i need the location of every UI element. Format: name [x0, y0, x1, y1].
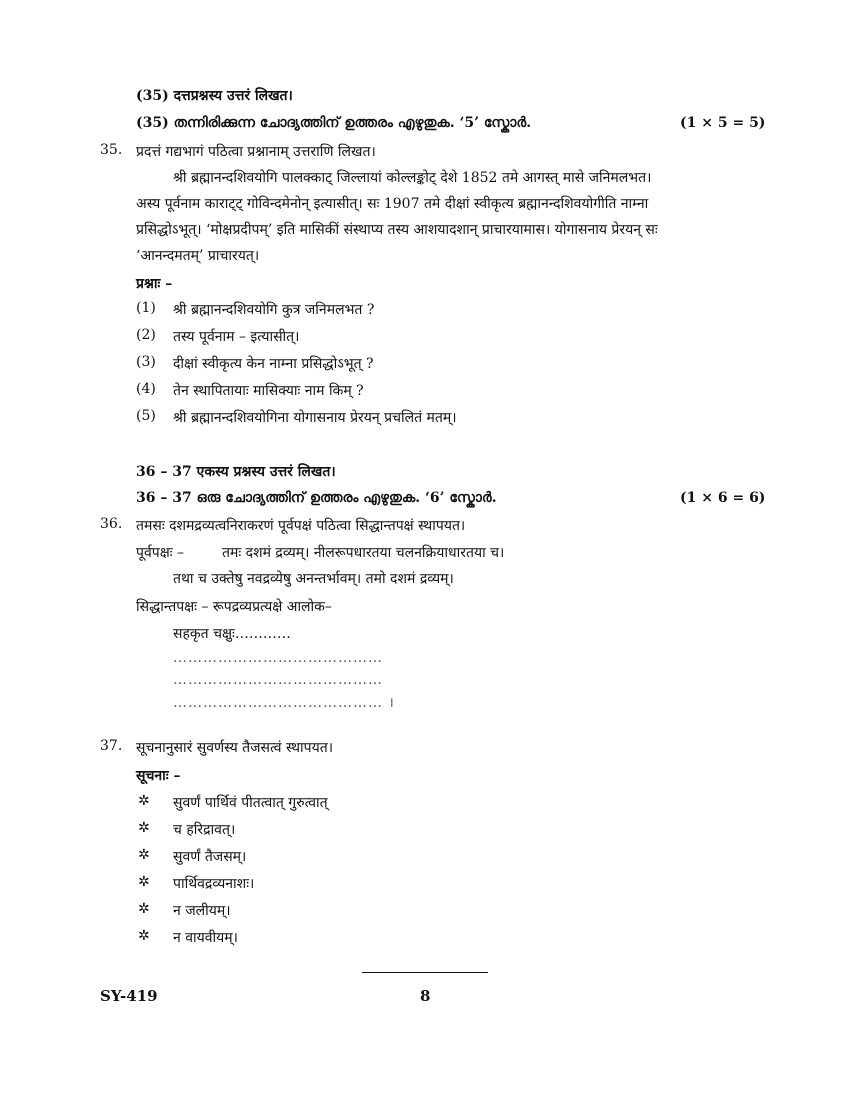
- q36-answer-blank: …………………………………… ।: [173, 695, 395, 711]
- q36-siddhanta-label: सिद्धान्तपक्षः – रूपद्रव्यप्रत्यक्षे आलोक–: [136, 599, 332, 615]
- q35-subquestion-number: (4): [136, 381, 156, 397]
- q37-hint: सुवर्णं पार्थिवं पीतत्वात् गुरुत्वात्: [173, 795, 328, 811]
- q35-passage-line: अस्य पूर्वनाम काराट्ट् गोविन्दमेनोन् इत्यासीत्। सः 1907 तमे दीक्षां स्वीकृत्य ब्रह्मानन्दशिवयोगीति नाम्ना: [136, 196, 649, 212]
- section3637-marks: (1 × 6 = 6): [680, 490, 766, 506]
- q35-subquestion-number: (5): [136, 408, 156, 424]
- q37-hint: न जलीयम्।: [173, 903, 231, 919]
- q35-passage-line: ‘आनन्दमतम्’ प्राचारयत्।: [136, 248, 260, 264]
- section3637-heading-malayalam: 36 – 37 ഒരു ചോദ്യത്തിന് ഉത്തരം എഴുതുക. ‘6’ സ്കോർ.: [136, 490, 497, 506]
- section3637-heading-sanskrit: 36 – 37 एकस्य प्रश्नस्य उत्तरं लिखत।: [136, 464, 336, 480]
- section35-marks: (1 × 5 = 5): [680, 115, 766, 131]
- q35-subquestion-text: दीक्षां स्वीकृत्य केन नाम्ना प्रसिद्धोऽभूत् ?: [173, 356, 374, 372]
- hint-bullet-icon: ✲: [138, 874, 150, 890]
- q36-answer-blank: ……………………………………: [173, 672, 383, 688]
- q35-subquestion-text: श्री ब्रह्मानन्दशिवयोगि कुत्र जनिमलभत ?: [173, 302, 375, 318]
- q36-answer-blank: ……………………………………: [173, 650, 383, 666]
- hint-bullet-icon: ✲: [138, 901, 150, 917]
- q36-answer-line: सहकृत चक्षुः…………: [173, 626, 291, 642]
- q35-questions-label: प्रश्नाः –: [136, 276, 173, 292]
- q35-subquestion-number: (2): [136, 327, 156, 343]
- q37-instruction: सूचनानुसारं सुवर्णस्य तैजसत्वं स्थापयत।: [136, 740, 334, 756]
- q35-subquestion-number: (3): [136, 354, 156, 370]
- q37-suchana-label: सूचनाः –: [136, 768, 181, 784]
- q36-purvapaksha-text: तमः दशमं द्रव्यम्। नीलरूपधारतया चलनक्रियाधारतया च।: [222, 545, 505, 561]
- q35-subquestion-text: तस्य पूर्वनाम – इत्यासीत्।: [173, 329, 300, 345]
- q35-passage-line: प्रसिद्धोऽभूत्। ‘मोक्षप्रदीपम्’ इति मासिकीं संस्थाप्य तस्य आशयादशान् प्राचारयामास। योगासनाय प्रेरयन् सः: [136, 222, 658, 238]
- q36-number: 36.: [100, 516, 123, 532]
- q37-hint: सुवर्णं तैजसम्।: [173, 849, 247, 865]
- footer-divider: [362, 972, 488, 973]
- hint-bullet-icon: ✲: [138, 928, 150, 944]
- page-number: 8: [420, 987, 431, 1005]
- q37-number: 37.: [100, 738, 123, 754]
- q37-hint: न वायवीयम्।: [173, 930, 238, 946]
- hint-bullet-icon: ✲: [138, 793, 150, 809]
- q35-subquestion-number: (1): [136, 300, 156, 316]
- section35-heading-malayalam: (35) തന്നിരിക്കുന്ന ചോദ്യത്തിന് ഉത്തരം എഴുതുക. ‘5’ സ്കോർ.: [136, 115, 532, 131]
- q35-instruction: प्रदत्तं गद्यभागं पठित्वा प्रश्नानाम् उत्तराणि लिखत।: [136, 144, 376, 160]
- section35-heading-sanskrit: (35) दत्तप्रश्नस्य उत्तरं लिखत।: [136, 88, 293, 104]
- q35-subquestion-text: श्री ब्रह्मानन्दशिवयोगिना योगासनाय प्रेरयन् प्रचलितं मतम्।: [173, 410, 457, 426]
- footer-code: SY-419: [100, 987, 158, 1005]
- q35-number: 35.: [100, 142, 123, 158]
- q37-hint: च हरिद्रावत्।: [173, 822, 236, 838]
- hint-bullet-icon: ✲: [138, 847, 150, 863]
- q35-subquestion-text: तेन स्थापितायाः मासिक्याः नाम किम् ?: [173, 383, 364, 399]
- q37-hint: पार्थिवद्रव्यनाशः।: [173, 876, 255, 892]
- q36-purvapaksha-label: पूर्वपक्षः –: [136, 545, 185, 561]
- q36-purvapaksha-text: तथा च उक्तेषु नवद्रव्येषु अनन्तर्भावम्। तमो दशमं द्रव्यम्।: [173, 571, 454, 587]
- hint-bullet-icon: ✲: [138, 820, 150, 836]
- q35-passage-line: श्री ब्रह्मानन्दशिवयोगि पालक्काट् जिल्लायां कोल्लङ्कोट् देशे 1852 तमे आगस्त् मासे जनिमलभत।: [173, 170, 652, 186]
- q36-instruction: तमसः दशमद्रव्यत्वनिराकरणं पूर्वपक्षं पठित्वा सिद्धान्तपक्षं स्थापयत।: [136, 518, 466, 534]
